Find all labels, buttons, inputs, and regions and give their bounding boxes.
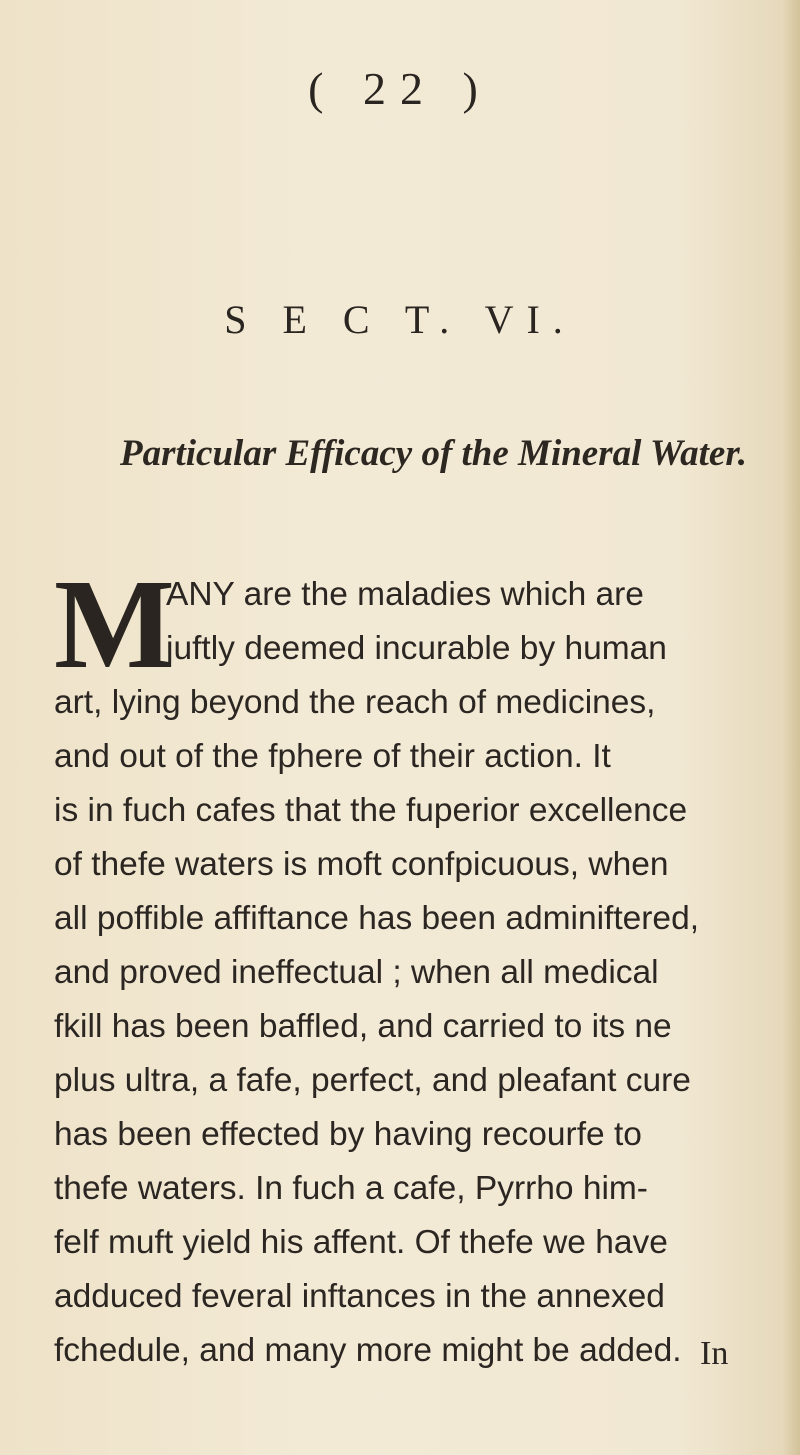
text-line: and proved ineffectual ; when all medical	[54, 954, 659, 991]
page-number: ( 22 )	[308, 63, 492, 114]
text-line: ANY are the maladies which are	[166, 576, 644, 613]
text-line: and out of the fphere of their action. It	[54, 738, 611, 775]
section-heading: S E C T. VI.	[224, 297, 576, 342]
text-line: art, lying beyond the reach of medicines,	[54, 684, 656, 721]
text-line: is in fuch cafes that the fuperior excellence	[54, 792, 688, 829]
text-line: all poffible affiftance has been adminiftered,	[54, 900, 700, 937]
text-line: has been effected by having recourfe to	[54, 1116, 642, 1153]
section-subtitle: Particular Efficacy of the Mineral Water.	[120, 433, 747, 474]
text-line: fchedule, and many more might be added.	[54, 1332, 682, 1369]
text-line: thefe waters. In fuch a cafe, Pyrrho him-	[54, 1170, 648, 1207]
text-line: felf muft yield his affent. Of thefe we have	[54, 1224, 668, 1261]
page-edge-shadow	[782, 0, 800, 1455]
text-line: fkill has been baffled, and carried to its ne	[54, 1008, 672, 1045]
body-paragraph	[54, 553, 774, 1378]
text-line: plus ultra, a fafe, perfect, and pleafant cure	[54, 1062, 691, 1099]
text-line: adduced feveral inftances in the annexed	[54, 1278, 665, 1315]
text-line: of thefe waters is moft confpicuous, when	[54, 846, 669, 883]
catchword: In	[700, 1335, 729, 1372]
drop-cap: M	[54, 553, 175, 695]
text-line: juftly deemed incurable by human	[166, 630, 667, 667]
